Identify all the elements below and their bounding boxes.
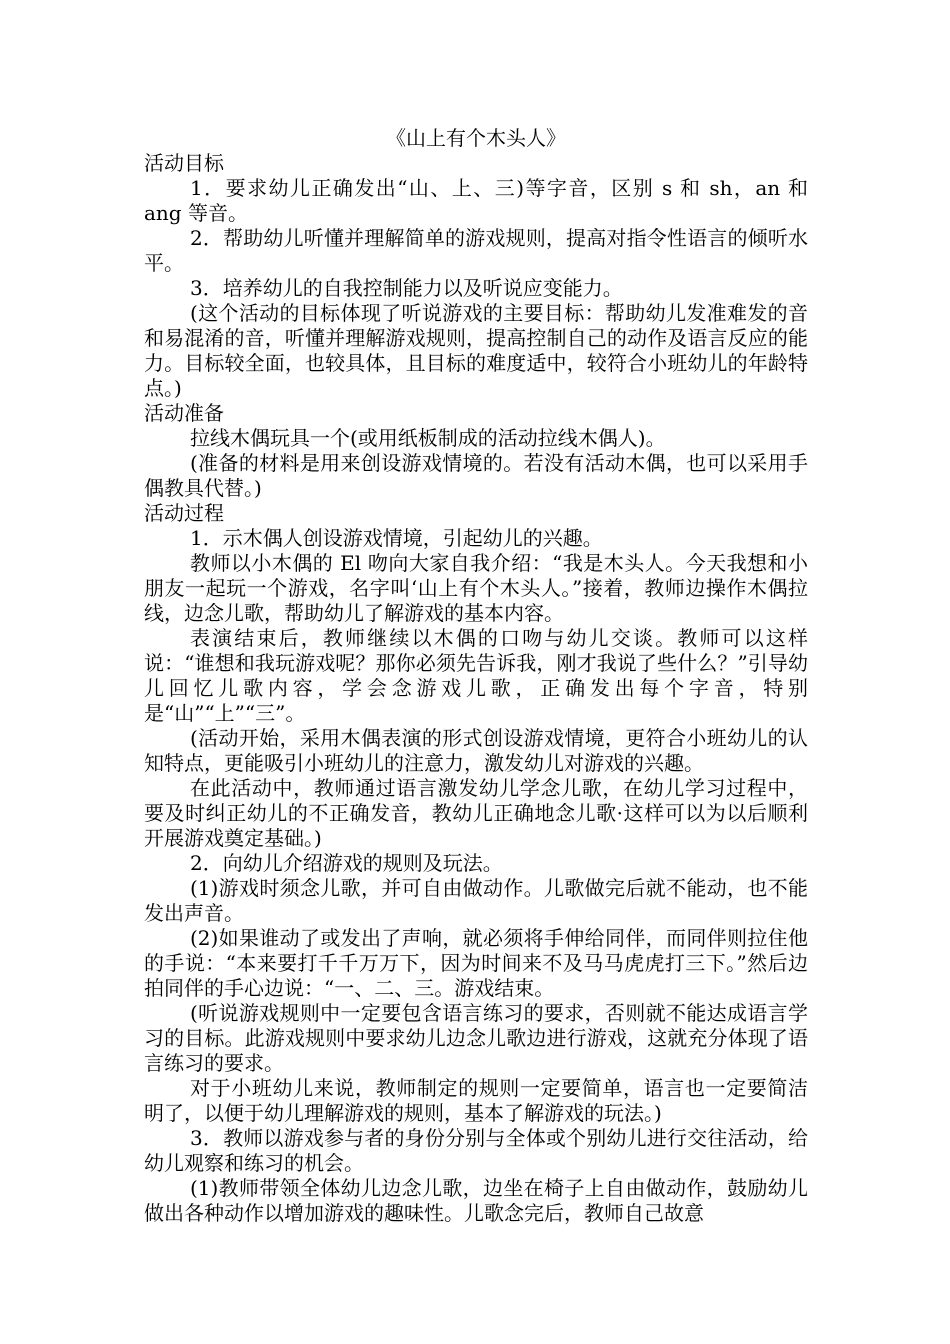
paragraph: (准备的材料是用来创设游戏情境的。若没有活动木偶，也可以采用手偶教具代替。): [144, 451, 808, 500]
paragraph: 在此活动中，教师通过语言激发幼儿学念儿歌，在幼儿学习过程中，要及时纠正幼儿的不正确发音，教幼儿正确地念儿歌·这样可以为以后顺利开展游戏奠定基础。): [144, 776, 808, 850]
paragraph: (活动开始，采用木偶表演的形式创设游戏情境，更符合小班幼儿的认知特点，更能吸引小班幼儿的注意力，激发幼儿对游戏的兴趣。: [144, 726, 808, 775]
section-heading: 活动过程: [144, 501, 224, 525]
paragraph: (听说游戏规则中一定要包含语言练习的要求，否则就不能达成语言学习的目标。此游戏规则中要求幼儿边念儿歌边进行游戏，这就充分体现了语言练习的要求。: [144, 1001, 808, 1075]
paragraph: 3．教师以游戏参与者的身份分别与全体或个别幼儿进行交往活动，给幼儿观察和练习的机会。: [144, 1126, 808, 1175]
document-title: 《山上有个木头人》: [386, 126, 566, 150]
paragraph: 教师以小木偶的 El 吻向大家自我介绍：“我是木头人。今天我想和小朋友一起玩一个游戏，名字叫‘山上有个木头人。”接着，教师边操作木偶拉线，边念儿歌，帮助幼儿了解游戏的基本内容。: [144, 551, 808, 625]
paragraph: 对于小班幼儿来说，教师制定的规则一定要简单，语言也一定要简洁明了，以便于幼儿理解游戏的规则，基本了解游戏的玩法。): [144, 1076, 808, 1125]
paragraph: 表演结束后，教师继续以木偶的口吻与幼儿交谈。教师可以这样说：“谁想和我玩游戏呢？那你必须先告诉我，刚才我说了些什么？”引导幼儿回忆儿歌内容，学会念游戏儿歌，正确发出每个字音，特别是“山”“上”“三”。: [144, 626, 808, 725]
paragraph: (1)教师带领全体幼儿边念儿歌，边坐在椅子上自由做动作，鼓励幼儿做出各种动作以增加游戏的趣味性。儿歌念完后，教师自己故意: [144, 1176, 808, 1225]
paragraph: 拉线木偶玩具一个(或用纸板制成的活动拉线木偶人)。: [190, 426, 666, 450]
paragraph: 1．示木偶人创设游戏情境，引起幼儿的兴趣。: [190, 526, 603, 550]
paragraph: (1)游戏时须念儿歌，并可自由做动作。儿歌做完后就不能动，也不能发出声音。: [144, 876, 808, 925]
paragraph: (这个活动的目标体现了听说游戏的主要目标：帮助幼儿发准难发的音和易混淆的音，听懂并理解游戏规则，提高控制自己的动作及语言反应的能力。目标较全面，也较具体，且目标的难度适中，较符合小班幼儿的年龄特点。): [144, 301, 808, 400]
document-page: [144, 126, 808, 1226]
document-body: [144, 151, 808, 1226]
section-heading: 活动准备: [144, 401, 224, 425]
section-heading: 活动目标: [144, 151, 224, 175]
paragraph: 1．要求幼儿正确发出“山、上、三)等字音，区别 s 和 sh，an 和 ang 等音。: [144, 176, 808, 225]
paragraph: (2)如果谁动了或发出了声响，就必须将手伸给同伴，而同伴则拉住他的手说：“本来要打千千万万下，因为时间来不及马马虎虎打三下。”然后边拍同伴的手心边说：“一、二、三。游戏结束。: [144, 926, 808, 1000]
paragraph: 3．培养幼儿的自我控制能力以及听说应变能力。: [190, 276, 623, 300]
paragraph: 2．帮助幼儿听懂并理解简单的游戏规则，提高对指令性语言的倾听水平。: [144, 226, 808, 275]
paragraph: 2．向幼儿介绍游戏的规则及玩法。: [190, 851, 503, 875]
